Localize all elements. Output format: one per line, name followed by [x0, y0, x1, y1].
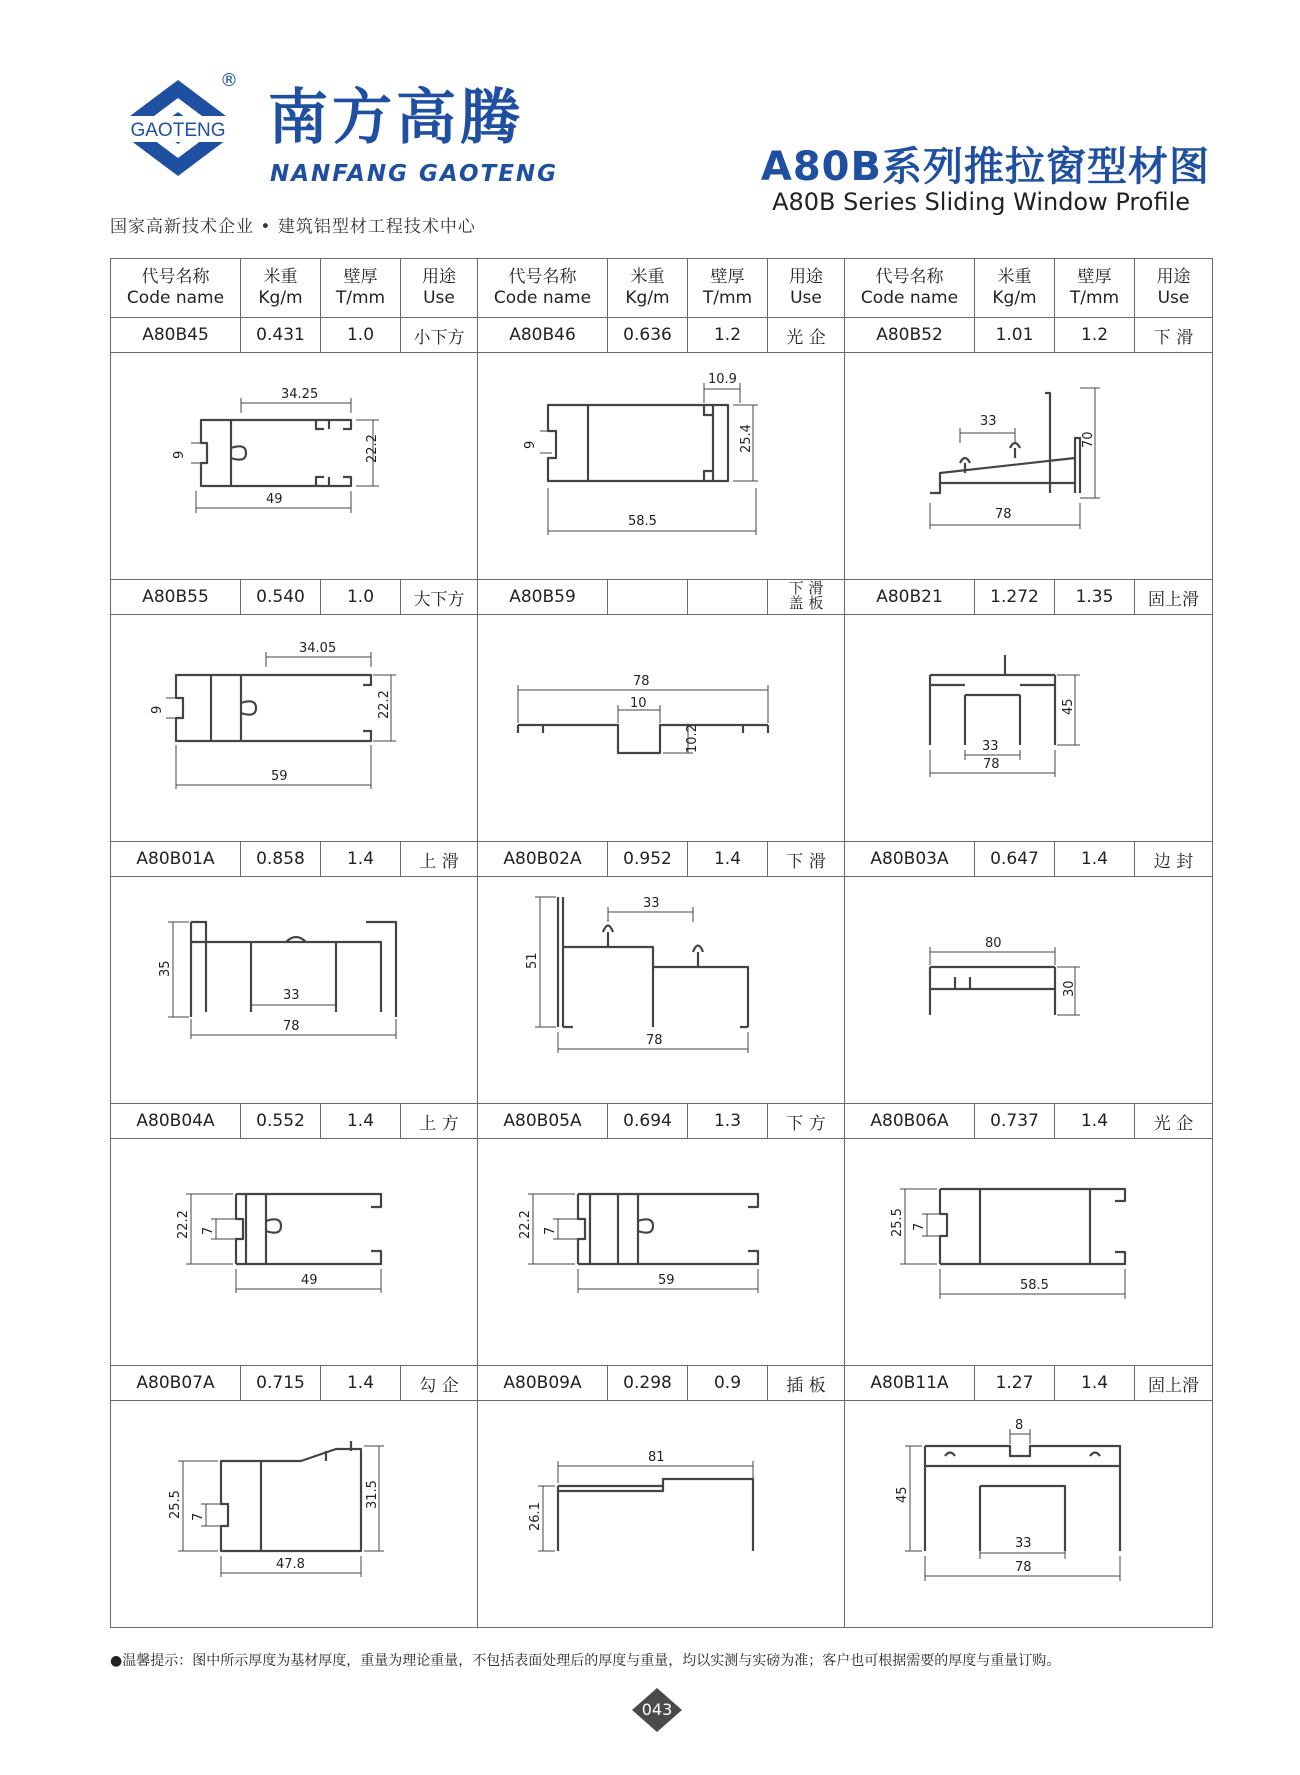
svg-text:78: 78 — [1015, 1560, 1032, 1575]
svg-text:7: 7 — [201, 1226, 216, 1235]
svg-text:30: 30 — [1062, 980, 1077, 997]
svg-text:78: 78 — [983, 757, 1000, 772]
profile-drawing-a80b07a — [111, 1401, 478, 1628]
profile-drawing-a80b52 — [845, 353, 1213, 580]
profile-weight: 0.715 — [241, 1366, 321, 1401]
svg-text:58.5: 58.5 — [1020, 1278, 1049, 1293]
svg-text:34.05: 34.05 — [299, 641, 337, 656]
profile-weight: 0.552 — [241, 1104, 321, 1139]
header-thickness: 壁厚 T/mm — [1055, 259, 1135, 318]
svg-text:80: 80 — [985, 936, 1002, 951]
header-use: 用途 Use — [768, 259, 845, 318]
profile-weight: 0.298 — [608, 1366, 688, 1401]
svg-text:22.2: 22.2 — [377, 690, 392, 719]
profile-code: A80B45 — [111, 318, 241, 353]
profile-thickness: 1.0 — [321, 318, 401, 353]
profile-weight: 1.27 — [975, 1366, 1055, 1401]
svg-text:22.2: 22.2 — [518, 1210, 533, 1239]
profile-code: A80B11A — [845, 1366, 975, 1401]
profile-thickness: 1.2 — [688, 318, 768, 353]
profile-drawing-row — [111, 1401, 1213, 1628]
profile-drawing-a80b11a — [845, 1401, 1213, 1628]
page-title-en: A80B Series Sliding Window Profile — [772, 188, 1190, 216]
table-header-row — [111, 259, 1213, 318]
profile-use: 光 企 — [1135, 1104, 1213, 1139]
svg-text:45: 45 — [1061, 698, 1076, 715]
profile-drawing-a80b06a — [845, 1139, 1213, 1366]
profile-weight: 0.431 — [241, 318, 321, 353]
profile-info-row — [111, 318, 1213, 353]
footer-note: ●温馨提示：图中所示厚度为基材厚度，重量为理论重量，不包括表面处理后的厚度与重量，均以实测与实磅为准；客户也可根据需要的厚度与重量订购。 — [110, 1653, 1061, 1669]
profile-drawing-a80b46 — [478, 353, 845, 580]
profile-thickness: 1.2 — [1055, 318, 1135, 353]
svg-text:35: 35 — [158, 960, 173, 977]
svg-text:22.2: 22.2 — [176, 1210, 191, 1239]
profile-drawing-a80b45 — [111, 353, 478, 580]
gaoteng-logo-icon — [108, 76, 248, 186]
svg-text:10.2: 10.2 — [685, 724, 700, 753]
svg-text:33: 33 — [643, 896, 660, 911]
svg-text:78: 78 — [646, 1033, 663, 1048]
header-weight: 米重 Kg/m — [608, 259, 688, 318]
header-thickness: 壁厚 T/mm — [321, 259, 401, 318]
svg-text:78: 78 — [633, 674, 650, 689]
profile-code: A80B01A — [111, 842, 241, 877]
profile-code: A80B09A — [478, 1366, 608, 1401]
profile-use: 光 企 — [768, 318, 845, 353]
profile-weight: 0.636 — [608, 318, 688, 353]
page-title-cn: A80B系列推拉窗型材图 — [760, 144, 1210, 190]
svg-text:GAOTENG: GAOTENG — [130, 120, 226, 141]
profile-weight: 1.01 — [975, 318, 1055, 353]
profile-use: 下 方 — [768, 1104, 845, 1139]
svg-text:25.5: 25.5 — [168, 1490, 183, 1519]
registered-mark: ® — [220, 70, 238, 91]
header-weight: 米重 Kg/m — [241, 259, 321, 318]
profile-thickness: 1.3 — [688, 1104, 768, 1139]
profile-drawing-row — [111, 1139, 1213, 1366]
profile-thickness: 1.4 — [688, 842, 768, 877]
header-code: 代号名称 Code name — [845, 259, 975, 318]
profile-use: 大下方 — [401, 580, 478, 615]
profile-weight: 0.647 — [975, 842, 1055, 877]
profile-use: 小下方 — [401, 318, 478, 353]
svg-text:8: 8 — [1015, 1418, 1024, 1433]
header-weight: 米重 Kg/m — [975, 259, 1055, 318]
svg-text:25.4: 25.4 — [739, 424, 754, 453]
profile-thickness: 1.4 — [1055, 1104, 1135, 1139]
svg-text:59: 59 — [658, 1273, 675, 1288]
profile-thickness: 1.4 — [1055, 842, 1135, 877]
svg-text:58.5: 58.5 — [628, 514, 657, 529]
page-number: 043 — [641, 1700, 673, 1719]
svg-text:7: 7 — [543, 1226, 558, 1235]
svg-text:47.8: 47.8 — [276, 1557, 305, 1572]
svg-text:78: 78 — [995, 507, 1012, 522]
profile-thickness: 0.9 — [688, 1366, 768, 1401]
profile-code: A80B03A — [845, 842, 975, 877]
svg-text:26.1: 26.1 — [528, 1502, 543, 1531]
brand-name-cn: 南方高腾 — [268, 83, 524, 153]
svg-text:49: 49 — [301, 1273, 318, 1288]
svg-text:70: 70 — [1081, 431, 1096, 448]
svg-text:10: 10 — [630, 696, 647, 711]
svg-text:59: 59 — [271, 769, 288, 784]
svg-text:22.2: 22.2 — [365, 434, 380, 463]
profile-use: 固上滑 — [1135, 580, 1213, 615]
profile-thickness: 1.4 — [321, 1366, 401, 1401]
svg-text:78: 78 — [283, 1019, 300, 1034]
profile-drawing-a80b04a — [111, 1139, 478, 1366]
header-code: 代号名称 Code name — [478, 259, 608, 318]
profile-drawing-row — [111, 615, 1213, 842]
profile-use: 下 滑 盖 板 — [768, 580, 845, 615]
page-header — [0, 0, 1300, 250]
profile-use: 固上滑 — [1135, 1366, 1213, 1401]
profile-code: A80B02A — [478, 842, 608, 877]
profile-info-row — [111, 1366, 1213, 1401]
svg-text:51: 51 — [525, 952, 540, 969]
header-use: 用途 Use — [1135, 259, 1213, 318]
profile-drawing-a80b09a — [478, 1401, 845, 1628]
profile-code: A80B55 — [111, 580, 241, 615]
svg-text:33: 33 — [1015, 1536, 1032, 1551]
profile-weight: 0.694 — [608, 1104, 688, 1139]
profile-thickness: 1.4 — [321, 842, 401, 877]
svg-text:31.5: 31.5 — [365, 1480, 380, 1509]
profile-use: 插 板 — [768, 1366, 845, 1401]
header-use: 用途 Use — [401, 259, 478, 318]
svg-text:9: 9 — [172, 450, 187, 459]
profile-thickness: 1.0 — [321, 580, 401, 615]
profile-drawing-a80b03a — [845, 877, 1213, 1104]
profile-use: 上 滑 — [401, 842, 478, 877]
profile-drawing-a80b05a — [478, 1139, 845, 1366]
profile-use: 边 封 — [1135, 842, 1213, 877]
svg-text:33: 33 — [283, 988, 300, 1003]
profile-weight — [608, 580, 688, 615]
profile-code: A80B04A — [111, 1104, 241, 1139]
profile-drawing-row — [111, 353, 1213, 580]
svg-text:25.5: 25.5 — [890, 1208, 905, 1237]
svg-text:81: 81 — [648, 1450, 665, 1465]
profile-thickness: 1.4 — [1055, 1366, 1135, 1401]
profile-thickness: 1.35 — [1055, 580, 1135, 615]
svg-text:45: 45 — [895, 1486, 910, 1503]
profile-drawing-a80b01a — [111, 877, 478, 1104]
profile-code: A80B59 — [478, 580, 608, 615]
svg-text:34.25: 34.25 — [281, 387, 319, 402]
svg-text:7: 7 — [912, 1222, 927, 1231]
profile-use: 勾 企 — [401, 1366, 478, 1401]
profile-code: A80B07A — [111, 1366, 241, 1401]
profile-weight: 0.858 — [241, 842, 321, 877]
profile-weight: 0.952 — [608, 842, 688, 877]
profile-code: A80B06A — [845, 1104, 975, 1139]
profile-thickness: 1.4 — [321, 1104, 401, 1139]
profile-info-row — [111, 580, 1213, 615]
profile-drawing-a80b02a — [478, 877, 845, 1104]
profile-weight: 0.737 — [975, 1104, 1055, 1139]
svg-text:10.9: 10.9 — [708, 372, 737, 387]
profile-use: 上 方 — [401, 1104, 478, 1139]
header-code: 代号名称 Code name — [111, 259, 241, 318]
profile-weight: 0.540 — [241, 580, 321, 615]
profile-weight: 1.272 — [975, 580, 1055, 615]
profile-info-row — [111, 842, 1213, 877]
svg-text:33: 33 — [980, 414, 997, 429]
profile-drawing-row — [111, 877, 1213, 1104]
company-tagline: 国家高新技术企业 • 建筑铝型材工程技术中心 — [110, 217, 476, 237]
svg-text:7: 7 — [191, 1512, 206, 1521]
profile-table — [110, 258, 1213, 1628]
brand-name-en: NANFANG GAOTENG — [270, 161, 559, 187]
svg-text:33: 33 — [982, 739, 999, 754]
profile-code: A80B05A — [478, 1104, 608, 1139]
profile-info-row — [111, 1104, 1213, 1139]
profile-code: A80B52 — [845, 318, 975, 353]
svg-text:9: 9 — [523, 440, 538, 449]
profile-code: A80B46 — [478, 318, 608, 353]
profile-drawing-a80b21 — [845, 615, 1213, 842]
profile-use: 下 滑 — [1135, 318, 1213, 353]
profile-thickness — [688, 580, 768, 615]
profile-use: 下 滑 — [768, 842, 845, 877]
profile-code: A80B21 — [845, 580, 975, 615]
svg-text:49: 49 — [266, 492, 283, 507]
profile-drawing-a80b55 — [111, 615, 478, 842]
profile-drawing-a80b59 — [478, 615, 845, 842]
header-thickness: 壁厚 T/mm — [688, 259, 768, 318]
svg-text:9: 9 — [150, 705, 165, 714]
